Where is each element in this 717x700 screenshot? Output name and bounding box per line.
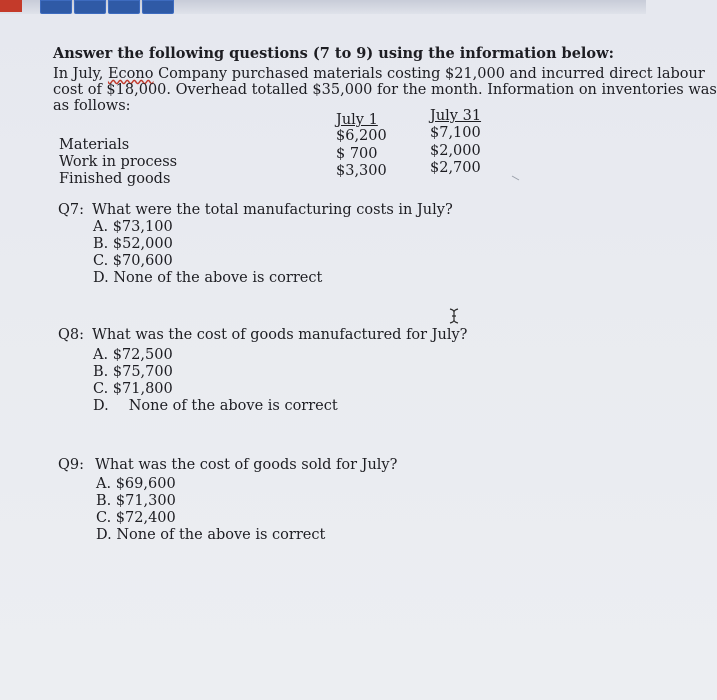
option-text: $52,000	[112, 236, 173, 252]
option-letter: A.	[93, 347, 109, 363]
option-text: $72,400	[115, 510, 176, 526]
q7-option-c[interactable]	[93, 253, 173, 269]
intro-line-3: as follows:	[53, 98, 131, 114]
option-letter: D.	[93, 398, 109, 414]
header-july-31: July 31	[430, 108, 482, 124]
option-letter: D.	[96, 527, 112, 543]
option-letter: B.	[93, 236, 109, 252]
q8-option-b[interactable]	[93, 364, 173, 380]
intro-line-1-pre: In July,	[53, 66, 108, 82]
row-label-finished-goods: Finished goods	[59, 171, 171, 187]
option-text: None of the above is correct	[113, 270, 323, 286]
q9-number: Q9:	[58, 457, 84, 473]
intro-line-2: cost of $18,000. Overhead totalled $35,000 for the month. Information on inventories was	[53, 82, 717, 98]
q7-option-d[interactable]	[93, 270, 322, 286]
option-letter: B.	[93, 364, 109, 380]
header-july-1: July 1	[336, 112, 378, 128]
q8-text: What was the cost of goods manufactured for July?	[92, 327, 468, 343]
instructions-heading: Answer the following questions (7 to 9) using the information below:	[53, 45, 614, 62]
option-text: $71,300	[115, 493, 176, 509]
materials-july1: $6,200	[336, 128, 387, 144]
option-letter: B.	[96, 493, 112, 509]
option-text: None of the above is correct	[128, 398, 338, 414]
wip-july31: $2,000	[430, 143, 481, 159]
company-name: Econo	[107, 66, 154, 82]
q8-option-d[interactable]	[93, 398, 338, 414]
option-letter: A.	[93, 219, 109, 235]
q8-option-c[interactable]	[93, 381, 173, 397]
q8-number: Q8:	[58, 327, 84, 343]
q8-option-a[interactable]	[93, 347, 173, 363]
q7-option-b[interactable]	[93, 236, 173, 252]
option-letter: C.	[96, 510, 112, 526]
option-letter: C.	[93, 381, 109, 397]
option-text: $69,600	[115, 476, 176, 492]
finished-goods-july1: $3,300	[336, 163, 387, 179]
q7-text: What were the total manufacturing costs in July?	[92, 202, 453, 218]
q9-option-d[interactable]	[96, 527, 325, 543]
q9-text: What was the cost of goods sold for July?	[95, 457, 398, 473]
q9-option-b[interactable]	[96, 493, 176, 509]
intro-line-1	[53, 66, 705, 82]
option-letter: C.	[93, 253, 109, 269]
row-label-wip: Work in process	[59, 154, 178, 170]
wip-july1: $ 700	[336, 146, 378, 162]
option-text: $71,800	[112, 381, 173, 397]
text-cursor-icon	[449, 308, 459, 324]
intro-line-1-post: Company purchased materials costing $21,000 and incurred direct labour	[153, 66, 705, 82]
q9-option-c[interactable]	[96, 510, 176, 526]
option-text: $72,500	[112, 347, 173, 363]
option-text: $75,700	[112, 364, 173, 380]
stray-mark-icon	[511, 175, 521, 181]
option-letter: A.	[96, 476, 112, 492]
q9-option-a[interactable]	[96, 476, 176, 492]
q7-option-a[interactable]	[93, 219, 173, 235]
option-letter: D.	[93, 270, 109, 286]
materials-july31: $7,100	[430, 125, 481, 141]
option-text: $70,600	[112, 253, 173, 269]
option-text: $73,100	[112, 219, 173, 235]
q7-number: Q7:	[58, 202, 84, 218]
finished-goods-july31: $2,700	[430, 160, 481, 176]
row-label-materials: Materials	[59, 137, 130, 153]
option-text: None of the above is correct	[116, 527, 326, 543]
